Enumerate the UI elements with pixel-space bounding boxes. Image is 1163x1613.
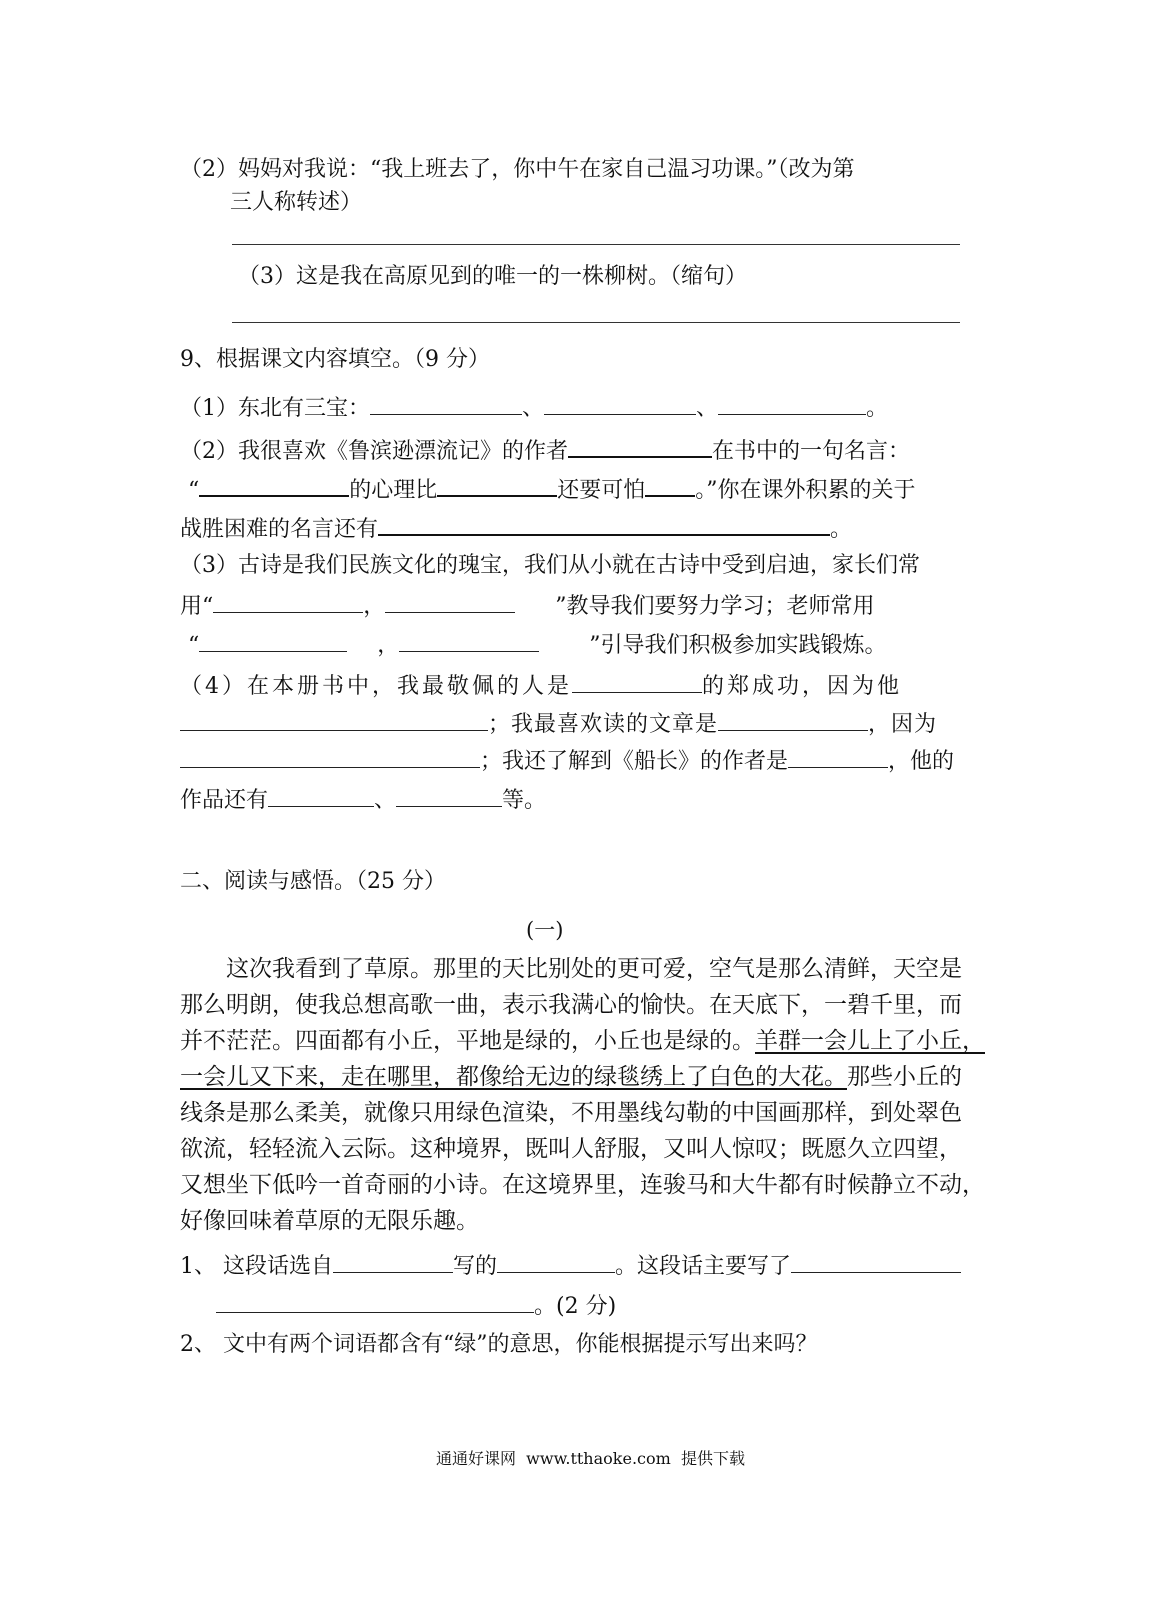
text: ，因为 xyxy=(868,712,938,737)
blank[interactable] xyxy=(378,512,830,536)
answer-line[interactable] xyxy=(232,244,960,245)
text: ；我最喜欢读的文章是 xyxy=(488,712,719,737)
blank[interactable] xyxy=(568,434,712,458)
passage-line-8: 好像回味着草原的无限乐趣。 xyxy=(180,1208,479,1234)
question-1-line1 xyxy=(180,1250,961,1282)
text: 在书中的一句名言： xyxy=(712,439,911,464)
passage-line-1: 这次我看到了草原。那里的天比别处的更可爱，空气是那么清鲜，天空是 xyxy=(180,956,962,982)
passage-line-7: 又想坐下低吟一首奇丽的小诗。在这境界里，连骏马和大牛都有时候静立不动， xyxy=(180,1172,985,1198)
blank[interactable] xyxy=(268,784,374,807)
q8-item3: （3）这是我在高原见到的唯一的一株柳树。（缩句） xyxy=(238,264,747,289)
part-title: (一) xyxy=(526,918,564,942)
q9-item2-line3 xyxy=(180,512,852,545)
passage-line-3 xyxy=(180,1024,985,1058)
underlined-sentence: 一会儿又下来，走在哪里，都像给无边的绿毯绣上了白色的大花。 xyxy=(180,1064,847,1090)
blank[interactable] xyxy=(199,629,347,652)
q9-item3-line1: （3）古诗是我们民族文化的瑰宝，我们从小就在古诗中受到启迪，家长们常 xyxy=(180,553,920,578)
q9-heading: 9、根据课文内容填空。（9 分） xyxy=(180,347,490,372)
q9-item3-line2 xyxy=(180,590,875,622)
blank[interactable] xyxy=(544,392,696,415)
q9-item2-line2 xyxy=(188,473,916,506)
blank[interactable] xyxy=(497,1250,615,1273)
passage-text: 并不茫茫。四面都有小丘，平地是绿的，小丘也是绿的。 xyxy=(180,1028,755,1054)
blank[interactable] xyxy=(718,392,866,415)
blank[interactable] xyxy=(385,590,515,613)
text: ”教导我们要努力学习；老师常用 xyxy=(555,594,875,619)
q9-item4-line3 xyxy=(180,745,954,777)
comma: ， xyxy=(377,633,400,658)
blank[interactable] xyxy=(180,745,480,768)
q9-item1 xyxy=(180,392,888,424)
blank[interactable] xyxy=(213,590,363,613)
passage-line-6: 欲流，轻轻流入云际。这种境界，既叫人舒服，又叫人惊叹；既愿久立四望， xyxy=(180,1136,962,1162)
q9-item1-label: （1）东北有三宝： xyxy=(180,396,370,421)
separator: 、 xyxy=(522,396,545,421)
passage-text: 那些小丘的 xyxy=(847,1064,962,1090)
text: 等。 xyxy=(502,788,547,813)
text: 还要可怕 xyxy=(557,478,646,503)
blank[interactable] xyxy=(396,784,502,807)
footer-credit: 通通好课网 www.tthaoke.com 提供下载 xyxy=(436,1449,745,1468)
q9-item3-line3 xyxy=(188,629,887,661)
q9-item4-line1 xyxy=(180,670,902,702)
text: 作品还有 xyxy=(180,788,269,813)
answer-line[interactable] xyxy=(232,322,960,323)
q9-item4-line2 xyxy=(180,708,937,740)
text: 的郑成功，因为他 xyxy=(702,674,903,699)
text: 写的 xyxy=(453,1254,498,1279)
passage-line-4 xyxy=(180,1060,962,1094)
section-heading: 二、阅读与感悟。（25 分） xyxy=(180,869,446,894)
q8-item2-line1: （2）妈妈对我说：“我上班去了，你中午在家自己温习功课。”（改为第 xyxy=(180,157,855,182)
passage-line-5: 线条是那么柔美，就像只用绿色渲染，不用墨线勾勒的中国画那样，到处翠色 xyxy=(180,1100,962,1126)
separator: 、 xyxy=(374,788,397,813)
text: 1、 这段话选自 xyxy=(180,1254,333,1279)
blank[interactable] xyxy=(333,1250,453,1273)
passage-line-2: 那么明朗，使我总想高歌一曲，表示我满心的愉快。在天底下，一碧千里，而 xyxy=(180,992,962,1018)
period: 。 xyxy=(866,396,889,421)
text: 的心理比 xyxy=(349,478,438,503)
separator: 、 xyxy=(696,396,719,421)
text: ，他的 xyxy=(888,749,955,774)
text: “ xyxy=(188,633,200,658)
period: 。 xyxy=(830,517,853,542)
q8-item2-line2: 三人称转述） xyxy=(230,190,363,215)
blank[interactable] xyxy=(399,629,539,652)
blank[interactable] xyxy=(572,670,702,693)
text: 。这段话主要写了 xyxy=(615,1254,792,1279)
blank[interactable] xyxy=(180,708,488,731)
blank[interactable] xyxy=(216,1290,534,1313)
question-2: 2、 文中有两个词语都含有“绿”的意思，你能根据提示写出来吗？ xyxy=(180,1332,818,1357)
q9-item4-line4 xyxy=(180,784,546,816)
text: ”引导我们积极参加实践锻炼。 xyxy=(589,633,887,658)
q9-item2-line1 xyxy=(180,434,910,467)
text: （2）我很喜欢《鲁滨逊漂流记》的作者 xyxy=(180,439,568,464)
text: 用“ xyxy=(180,594,214,619)
comma: ， xyxy=(363,594,386,619)
blank[interactable] xyxy=(437,473,557,497)
blank[interactable] xyxy=(718,708,868,731)
blank[interactable] xyxy=(788,745,888,768)
text: 。(2 分) xyxy=(534,1294,617,1319)
text: （4）在本册书中，我最敬佩的人是 xyxy=(180,674,572,699)
blank[interactable] xyxy=(370,392,522,415)
text: “ xyxy=(188,478,200,503)
text: 战胜困难的名言还有 xyxy=(180,517,379,542)
text: ；我还了解到《船长》的作者是 xyxy=(480,749,789,774)
blank[interactable] xyxy=(791,1250,961,1273)
blank[interactable] xyxy=(645,473,695,497)
underlined-sentence: 羊群一会儿上了小丘， xyxy=(755,1028,985,1054)
text: 。”你在课外积累的关于 xyxy=(695,478,916,503)
blank[interactable] xyxy=(199,473,349,497)
question-1-line2 xyxy=(216,1290,616,1322)
